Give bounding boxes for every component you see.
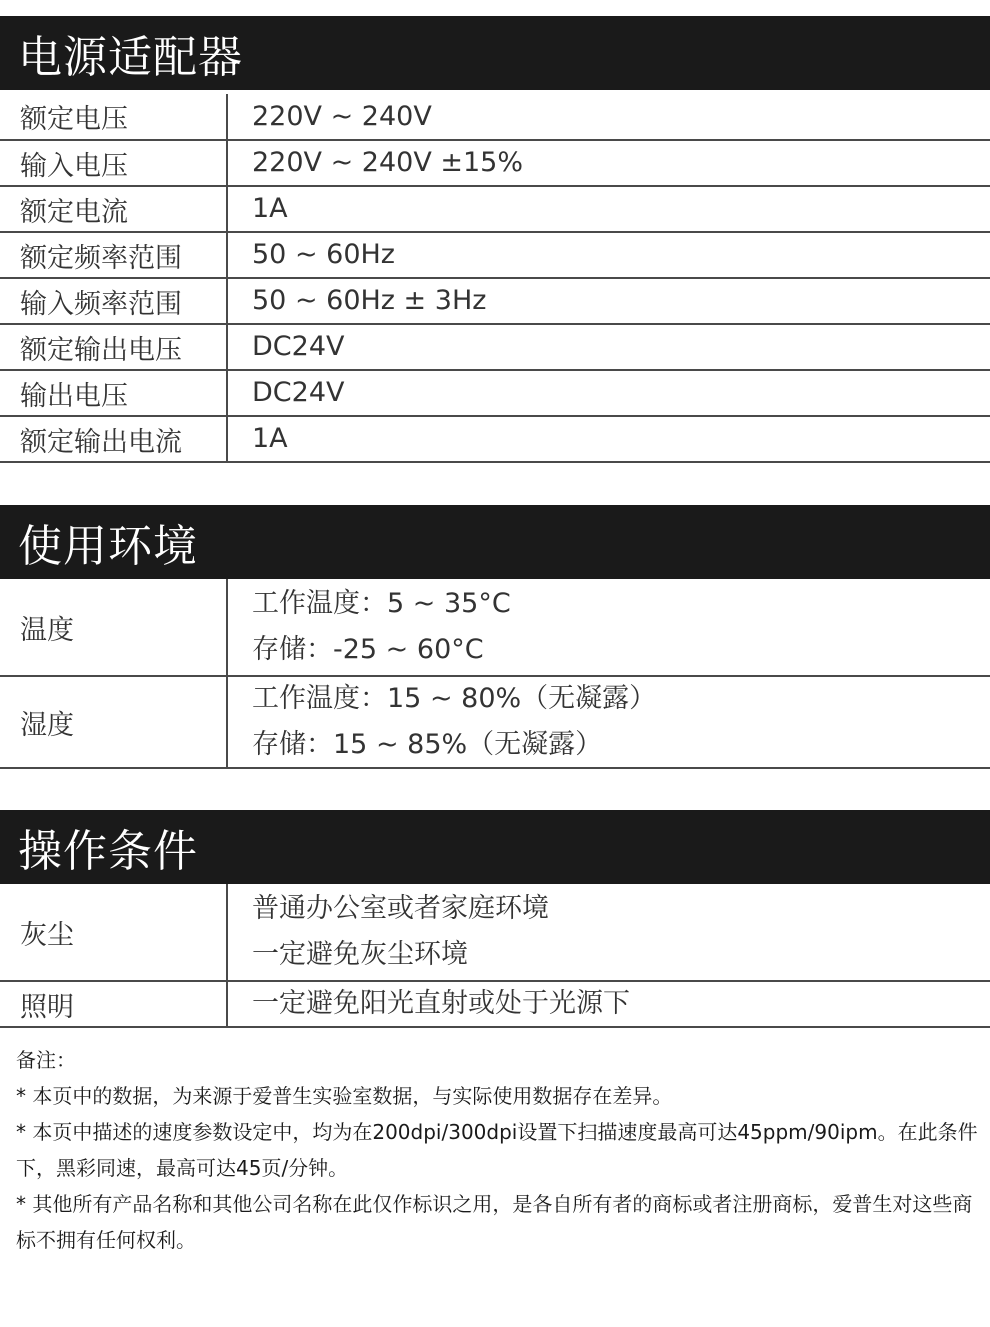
spec-value-line: 存储：-25 ~ 60°C [252, 634, 484, 665]
note-item: * 本页中的数据，为来源于爱普生实验室数据，与实际使用数据存在差异。 [16, 1084, 673, 1108]
spec-label: 额定电压 [0, 94, 228, 139]
power-adapter-section [0, 16, 990, 463]
spec-label: 灰尘 [0, 884, 228, 980]
spec-value [228, 579, 990, 675]
spec-value [228, 371, 990, 415]
spec-value-text: 50 ~ 60Hz [252, 239, 395, 270]
environment-title: 使用环境 [0, 505, 990, 579]
spec-row [0, 677, 990, 769]
spec-value [228, 279, 990, 323]
conditions-title: 操作条件 [0, 810, 990, 884]
spec-value-line: 一定避免灰尘环境 [252, 939, 468, 970]
spec-label: 温度 [0, 579, 228, 675]
notes-heading: 备注： [16, 1048, 76, 1072]
spec-value [228, 677, 990, 767]
spec-value-text: DC24V [252, 377, 345, 408]
note-item: * 其他所有产品名称和其他公司名称在此仅作标识之用，是各自所有者的商标或者注册商标，爱普生对这些商标不拥有任何权利。 [16, 1192, 973, 1252]
spec-value [228, 417, 990, 461]
spec-label: 额定电流 [0, 187, 228, 231]
spec-label: 额定频率范围 [0, 233, 228, 277]
spec-value-text: 220V ~ 240V [252, 100, 432, 132]
spec-value-text: 1A [252, 193, 288, 224]
spec-value-line: 一定避免阳光直射或处于光源下 [252, 988, 630, 1019]
spec-row [0, 233, 990, 279]
spec-value [228, 141, 990, 185]
spec-value [228, 233, 990, 277]
spec-label: 额定输出电压 [0, 325, 228, 369]
spec-row [0, 982, 990, 1028]
spec-value-line: 工作温度：5 ~ 35°C [252, 588, 511, 619]
spec-value [228, 325, 990, 369]
spec-row [0, 579, 990, 677]
spec-row [0, 279, 990, 325]
spec-label: 输出电压 [0, 371, 228, 415]
spec-label: 照明 [0, 982, 228, 1026]
spec-value-text: 50 ~ 60Hz ± 3Hz [252, 285, 487, 316]
environment-section [0, 505, 990, 769]
spec-label: 湿度 [0, 677, 228, 767]
spec-value-text: 220V ~ 240V ±15% [252, 147, 524, 178]
spec-value-line: 普通办公室或者家庭环境 [252, 893, 549, 924]
spec-row [0, 187, 990, 233]
spec-label: 输入电压 [0, 141, 228, 185]
power-adapter-title: 电源适配器 [0, 16, 990, 90]
spec-value-text: 1A [252, 423, 288, 454]
spec-label: 额定输出电流 [0, 417, 228, 461]
note-item: * 本页中描述的速度参数设定中，均为在200dpi/300dpi设置下扫描速度最高可达45ppm/90ipm。在此条件下，黑彩同速，最高可达45页/分钟。 [16, 1120, 978, 1180]
spec-row [0, 417, 990, 463]
spec-row [0, 325, 990, 371]
conditions-section [0, 810, 990, 1028]
spec-value [228, 94, 990, 139]
spec-label: 输入频率范围 [0, 279, 228, 323]
spec-row [0, 94, 990, 141]
spec-value [228, 884, 990, 980]
spec-row [0, 884, 990, 982]
spec-row [0, 141, 990, 187]
spec-value-line: 存储：15 ~ 85%（无凝露） [252, 729, 603, 760]
spec-value [228, 982, 990, 1026]
spec-value [228, 187, 990, 231]
spec-value-line: 工作温度：15 ~ 80%（无凝露） [252, 683, 657, 714]
spec-value-text: DC24V [252, 331, 345, 362]
spec-row [0, 371, 990, 417]
notes-block [16, 1042, 981, 1258]
